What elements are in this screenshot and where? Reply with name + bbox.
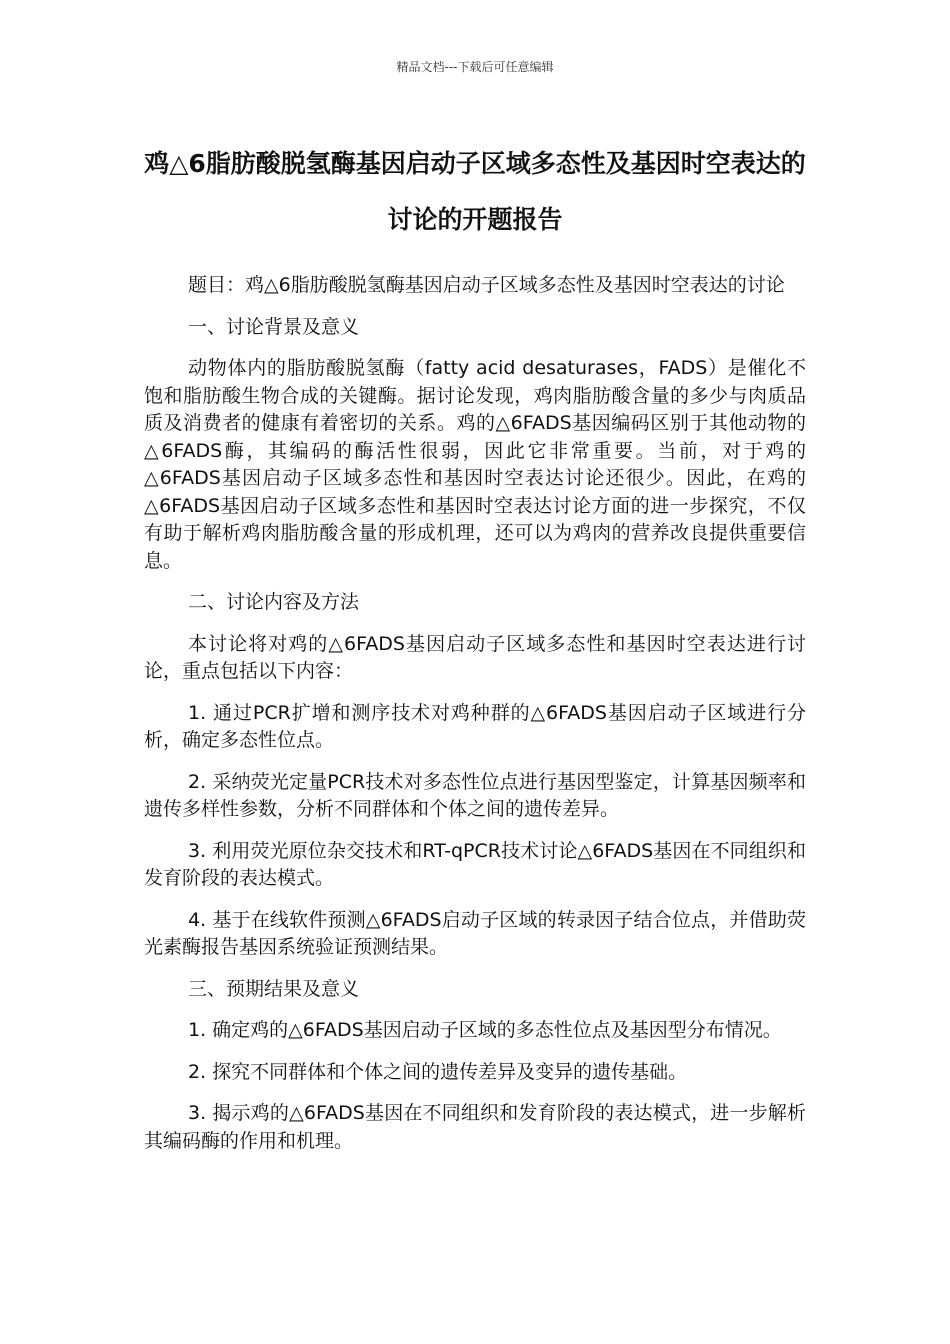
list-item-method-4: 4. 基于在线软件预测△6FADS启动子区域的转录因子结合位点，并借助荧光素酶报告基因系统验证预测结果。 xyxy=(144,908,806,958)
list-item-method-2: 2. 采纳荧光定量PCR技术对多态性位点进行基因型鉴定，计算基因频率和遗传多样性参数，分析不同群体和个体之间的遗传差异。 xyxy=(144,770,806,820)
paragraph-methods-intro: 本讨论将对鸡的△6FADS基因启动子区域多态性和基因时空表达进行讨论，重点包括以下内容： xyxy=(144,632,806,682)
list-item-result-1: 1. 确定鸡的△6FADS基因启动子区域的多态性位点及基因型分布情况。 xyxy=(188,1019,782,1041)
section-heading-methods: 二、讨论内容及方法 xyxy=(188,591,360,613)
list-item-result-2: 2. 探究不同群体和个体之间的遗传差异及变异的遗传基础。 xyxy=(188,1060,688,1083)
section-heading-background: 一、讨论背景及意义 xyxy=(188,315,360,338)
paragraph-background: 动物体内的脂肪酸脱氢酶（fatty acid desaturases，FADS）是催化不饱和脂肪酸生物合成的关键酶。据讨论发现，鸡肉脂肪酸含量的多少与肉质品质及消费者的健康有着密切的关系。鸡的△6FADS基因编码区别于其他动物的△6FADS酶，其编码的酶活性很弱，因此它非常重要。当前，对于鸡的△6FADS基因启动子区域多态性和基因时空表达讨论还很少。因此，在鸡的△6FADS基因启动子区域多态性和基因时空表达讨论方面的进一步探究，不仅有助于解析鸡肉脂肪酸含量的形成机理，还可以为鸡肉的营养改良提供重要信息。 xyxy=(144,357,806,572)
list-item-result-3: 3. 揭示鸡的△6FADS基因在不同组织和发育阶段的表达模式，进一步解析其编码酶的作用和机理。 xyxy=(144,1102,806,1152)
document-title: 鸡△6脂肪酸脱氢酶基因启动子区域多态性及基因时空表达的讨论的开题报告 xyxy=(144,149,806,234)
list-item-method-1: 1. 通过PCR扩增和测序技术对鸡种群的△6FADS基因启动子区域进行分析，确定多态性位点。 xyxy=(144,701,806,751)
page-header: 精品文档---下载后可任意编辑 xyxy=(396,60,554,74)
subject-line: 题目：鸡△6脂肪酸脱氢酶基因启动子区域多态性及基因时空表达的讨论 xyxy=(188,274,785,296)
document-body xyxy=(144,272,806,1169)
list-item-method-3: 3. 利用荧光原位杂交技术和RT-qPCR技术讨论△6FADS基因在不同组织和发育阶段的表达模式。 xyxy=(144,839,806,889)
section-heading-results: 三、预期结果及意义 xyxy=(188,977,360,1000)
